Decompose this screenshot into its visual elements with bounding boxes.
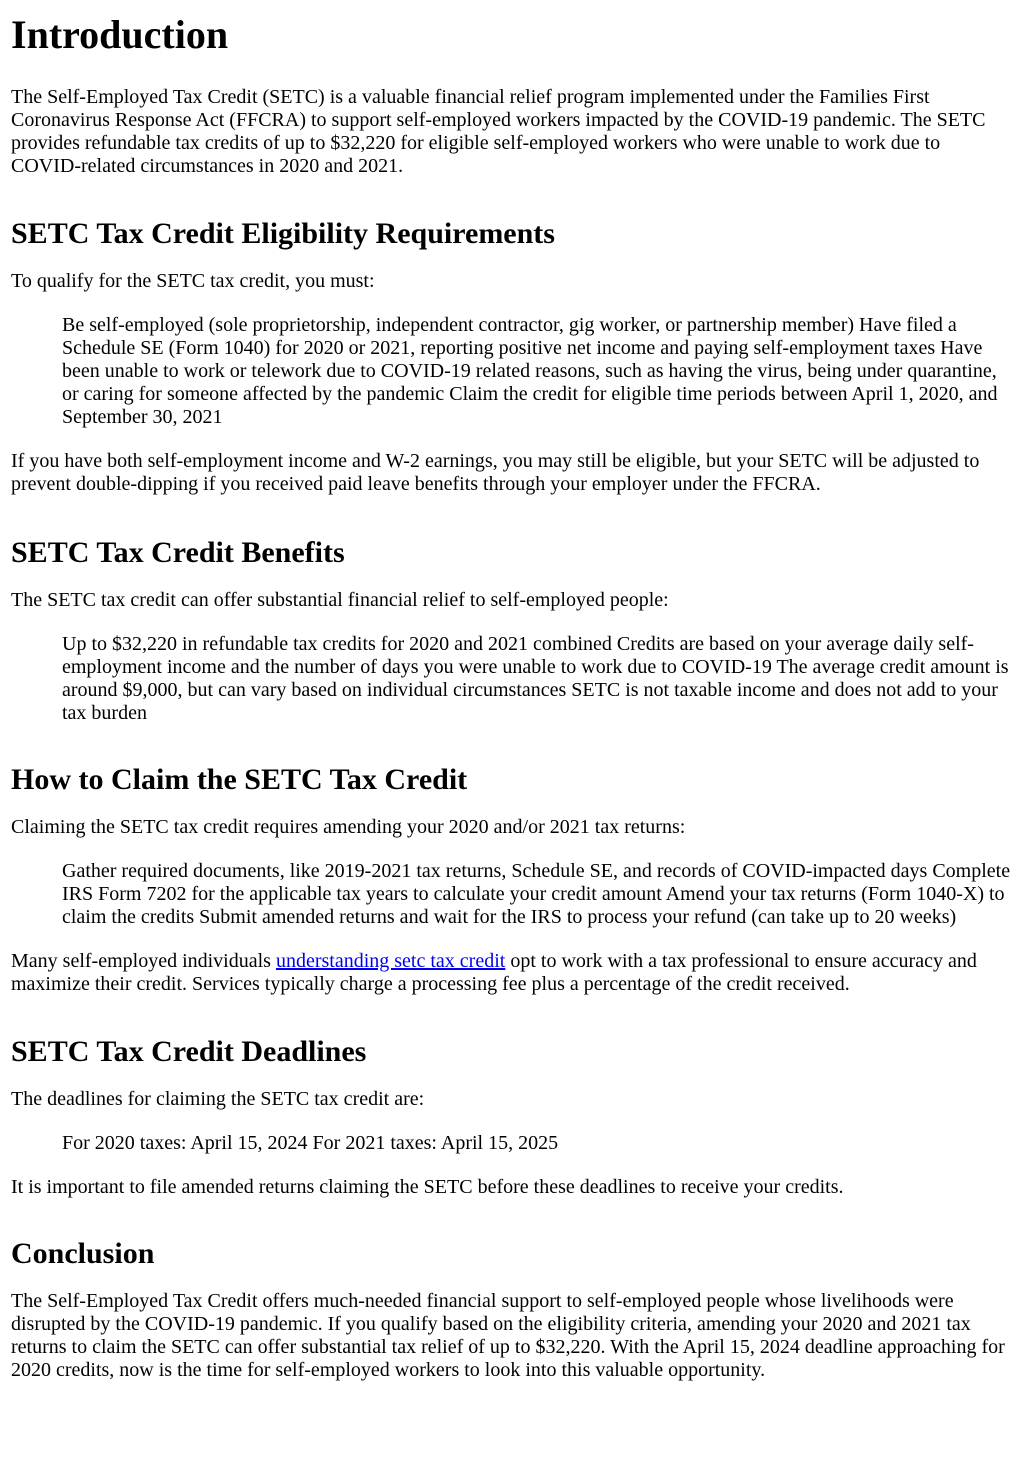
conclusion-heading: Conclusion (11, 1237, 155, 1270)
benefits-heading: SETC Tax Credit Benefits (11, 536, 345, 569)
intro-heading: Introduction (11, 12, 229, 57)
article (0, 12, 1024, 1382)
eligibility-lead: To qualify for the SETC tax credit, you must: (11, 270, 375, 292)
eligibility-requirements-quote: Be self-employed (sole proprietorship, independent contractor, gig worker, or partnership member) Have filed a Schedule SE (Form 1040) for 2020 or 2021, reporting positive net income and paying self-employment taxes Have been unable to work or telework due to COVID-19 related reasons, such as having the virus, being under quarantine, or caring for someone affected by the pandemic Claim the credit for eligible time periods between April 1, 2020, and September 30, 2021 (62, 314, 998, 428)
claim-note-text-before: Many self-employed individuals (11, 950, 276, 972)
benefits-lead: The SETC tax credit can offer substantial financial relief to self-employed people: (11, 589, 669, 611)
claim-note-text-after: opt to work with a tax professional to ensure accuracy and maximize their credit. Services typically charge a processing fee plus a percentage of the credit received. (11, 950, 977, 995)
conclusion-paragraph: The Self-Employed Tax Credit offers much-needed financial support to self-employed people whose livelihoods were disrupted by the COVID-19 pandemic. If you qualify based on the eligibility criteria, amending your 2020 and 2021 tax returns to claim the SETC can offer substantial tax relief of up to $32,220. With the April 15, 2024 deadline approaching for 2020 credits, now is the time for self-employed workers to look into this valuable opportunity. (11, 1290, 1005, 1381)
claim-professional-note (11, 950, 1014, 996)
eligibility-note: If you have both self-employment income and W-2 earnings, you may still be eligible, but your SETC will be adjusted to prevent double-dipping if you received paid leave benefits through your employer under the FFCRA. (11, 450, 980, 495)
benefits-quote: Up to $32,220 in refundable tax credits for 2020 and 2021 combined Credits are based on your average daily self-employment income and the number of days you were unable to work due to COVID-19 The average credit amount is around $9,000, but can vary based on individual circumstances SETC is not taxable income and does not add to your tax burden (62, 633, 1009, 724)
eligibility-heading: SETC Tax Credit Eligibility Requirements (11, 217, 555, 250)
deadlines-quote: For 2020 taxes: April 15, 2024 For 2021 taxes: April 15, 2025 (62, 1132, 559, 1154)
understanding-setc-link[interactable]: understanding setc tax credit (275, 950, 506, 972)
deadlines-heading: SETC Tax Credit Deadlines (11, 1035, 367, 1068)
deadlines-note: It is important to file amended returns claiming the SETC before these deadlines to receive your credits. (11, 1176, 844, 1198)
deadlines-lead: The deadlines for claiming the SETC tax credit are: (11, 1088, 425, 1110)
claim-steps-quote: Gather required documents, like 2019-2021 tax returns, Schedule SE, and records of COVID-impacted days Complete IRS Form 7202 for the applicable tax years to calculate your credit amount Amend your tax returns (Form 1040-X) to claim the credits Submit amended returns and wait for the IRS to process your refund (can take up to 20 weeks) (62, 860, 1011, 928)
claim-lead: Claiming the SETC tax credit requires amending your 2020 and/or 2021 tax returns: (11, 816, 686, 838)
intro-paragraph: The Self-Employed Tax Credit (SETC) is a valuable financial relief program implemented under the Families First Coronavirus Response Act (FFCRA) to support self-employed workers impacted by the COVID-19 pandemic. The SETC provides refundable tax credits of up to $32,220 for eligible self-employed workers who were unable to work due to COVID-related circumstances in 2020 and 2021. (11, 86, 986, 177)
claim-heading: How to Claim the SETC Tax Credit (11, 763, 468, 796)
